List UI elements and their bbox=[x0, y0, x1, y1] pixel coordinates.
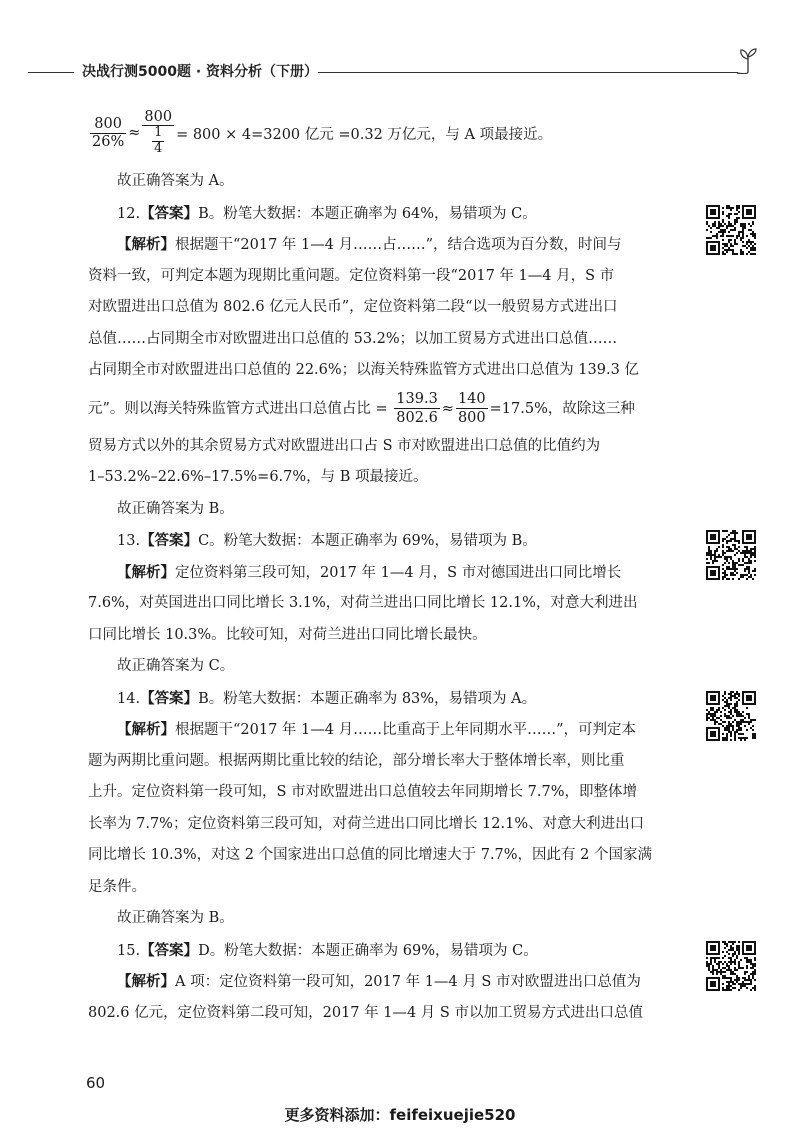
fraction bbox=[456, 390, 488, 427]
analysis-text: 元”。则以海关特殊监管方式进出口总值占比 = bbox=[88, 400, 388, 417]
approx-sign: ≈ bbox=[441, 400, 454, 417]
approx-sign: ≈ bbox=[128, 125, 141, 141]
footer-note: 更多资料添加：feifeixuejie520 bbox=[284, 1106, 516, 1124]
sprout-icon bbox=[733, 44, 763, 74]
question-number: 14. bbox=[117, 690, 141, 707]
denominator: 800 bbox=[457, 410, 486, 426]
analysis-line: 题为两期比重问题。根据两期比重比较的结论，部分增长率大于整体增长率，则比重 bbox=[88, 752, 625, 769]
analysis-line: 口同比增长 10.3%。比较可知，对荷兰进出口同比增长最快。 bbox=[88, 626, 487, 643]
answer-line-13 bbox=[88, 525, 700, 557]
denominator: 802.6 bbox=[396, 410, 438, 426]
analysis-line: 长率为 7.7%；定位资料第三段可知，对荷兰进出口同比增长 12.1%、对意大利进出口 bbox=[88, 815, 645, 832]
header-rule-right bbox=[318, 72, 738, 73]
denominator bbox=[142, 126, 174, 157]
analysis-text: A 项：定位资料第一段可知，2017 年 1—4 月 S 市对欧盟进出口总值为 bbox=[175, 974, 641, 990]
denominator: 4 bbox=[154, 141, 163, 157]
qr-code-icon[interactable] bbox=[706, 691, 756, 741]
analysis-line: 对欧盟进出口总值为 802.6 亿元人民币”，定位资料第二段“以一般贸易方式进出口 bbox=[88, 299, 618, 315]
fraction bbox=[142, 109, 174, 158]
fraction bbox=[394, 390, 440, 427]
running-header bbox=[0, 58, 800, 88]
analysis-line: 足条件。 bbox=[88, 878, 146, 895]
analysis-line bbox=[88, 966, 700, 998]
analysis-line: 资料一致，可判定本题为现期比重问题。定位资料第一段“2017 年 1—4 月，S 市 bbox=[88, 267, 615, 284]
analysis-text: 定位资料第三段可知，2017 年 1—4 月，S 市对德国进出口同比增长 bbox=[175, 564, 622, 581]
answer-label: 【答案】 bbox=[140, 689, 199, 707]
nested-fraction bbox=[152, 126, 164, 157]
book-title: 决战行测5000题 · 资料分析（下册） bbox=[82, 64, 319, 80]
conclusion: 故正确答案为 A。 bbox=[117, 173, 234, 189]
answer-text: D。粉笔大数据：本题正确率为 69%，易错项为 C。 bbox=[198, 942, 538, 959]
numerator: 140 bbox=[456, 390, 488, 409]
denominator: 26% bbox=[92, 133, 125, 150]
formula-result: = 800 × 4=3200 亿元 =0.32 万亿元，与 A 项最接近。 bbox=[176, 126, 553, 143]
analysis-line: 1–53.2%–22.6%–17.5%=6.7%，与 B 项最接近。 bbox=[88, 469, 428, 485]
question-number: 13. bbox=[117, 533, 141, 549]
analysis-text: 根据题干“2017 年 1—4 月……比重高于上年同期水平……”，可判定本 bbox=[175, 722, 637, 738]
analysis-line-formula bbox=[88, 387, 700, 431]
fraction bbox=[90, 116, 126, 150]
analysis-line bbox=[88, 557, 700, 589]
analysis-line bbox=[88, 714, 700, 746]
qr-code-icon[interactable] bbox=[706, 941, 756, 991]
analysis-line: 贸易方式以外的其余贸易方式对欧盟进出口占 S 市对欧盟进出口总值的比值约为 bbox=[88, 437, 601, 454]
analysis-line: 占同期全市对欧盟进出口总值的 22.6%；以海关特殊监管方式进出口总值为 139.3 亿 bbox=[88, 362, 639, 378]
question-number: 12. bbox=[117, 205, 141, 222]
answer-line-15 bbox=[88, 935, 700, 967]
page-content bbox=[88, 100, 700, 1029]
numerator: 800 bbox=[144, 108, 173, 125]
conclusion: 故正确答案为 B。 bbox=[117, 500, 234, 517]
answer-text: B。粉笔大数据：本题正确率为 83%，易错项为 A。 bbox=[198, 690, 537, 707]
numerator: 139.3 bbox=[394, 390, 440, 409]
numerator: 1 bbox=[154, 125, 163, 141]
conclusion: 故正确答案为 C。 bbox=[117, 658, 235, 674]
qr-code-icon[interactable] bbox=[706, 205, 756, 255]
header-rule-left bbox=[28, 72, 74, 73]
analysis-label: 【解析】 bbox=[117, 236, 175, 253]
analysis-line bbox=[88, 229, 700, 261]
analysis-line: 总值……占同期全市对欧盟进出口总值的 53.2%；以加工贸易方式进出口总值…… bbox=[88, 330, 618, 347]
analysis-label: 【解析】 bbox=[117, 563, 175, 581]
answer-text: C。粉笔大数据：本题正确率为 69%，易错项为 B。 bbox=[198, 533, 537, 549]
analysis-line: 802.6 亿元，定位资料第二段可知，2017 年 1—4 月 S 市以加工贸易方式进出口总值 bbox=[88, 1004, 643, 1021]
qr-code-icon[interactable] bbox=[706, 530, 756, 580]
analysis-label: 【解析】 bbox=[117, 721, 175, 738]
formula-line bbox=[88, 100, 700, 166]
answer-line-12 bbox=[88, 198, 700, 230]
answer-line-14 bbox=[88, 683, 700, 715]
analysis-label: 【解析】 bbox=[117, 973, 175, 990]
analysis-text: 根据题干“2017 年 1—4 月……占……”，结合选项为百分数，时间与 bbox=[175, 237, 622, 253]
analysis-text: =17.5%，故除这三种 bbox=[489, 400, 635, 417]
answer-label: 【答案】 bbox=[140, 941, 199, 959]
analysis-line: 同比增长 10.3%，对这 2 个国家进出口总值的同比增速大于 7.7%，因此有 2 个国家满 bbox=[88, 847, 653, 863]
analysis-line: 上升。定位资料第一段可知，S 市对欧盟进出口总值较去年同期增长 7.7%，即整体增 bbox=[88, 784, 637, 800]
answer-text: B。粉笔大数据：本题正确率为 64%，易错项为 C。 bbox=[198, 205, 537, 222]
question-number: 15. bbox=[117, 942, 141, 959]
conclusion: 故正确答案为 B。 bbox=[117, 910, 234, 926]
numerator: 800 bbox=[90, 116, 126, 134]
answer-label: 【答案】 bbox=[140, 532, 199, 549]
page-number: 60 bbox=[86, 1074, 106, 1092]
answer-label: 【答案】 bbox=[140, 204, 199, 222]
analysis-line: 7.6%，对英国进出口同比增长 3.1%，对荷兰进出口同比增长 12.1%，对意大利进出 bbox=[88, 595, 638, 611]
